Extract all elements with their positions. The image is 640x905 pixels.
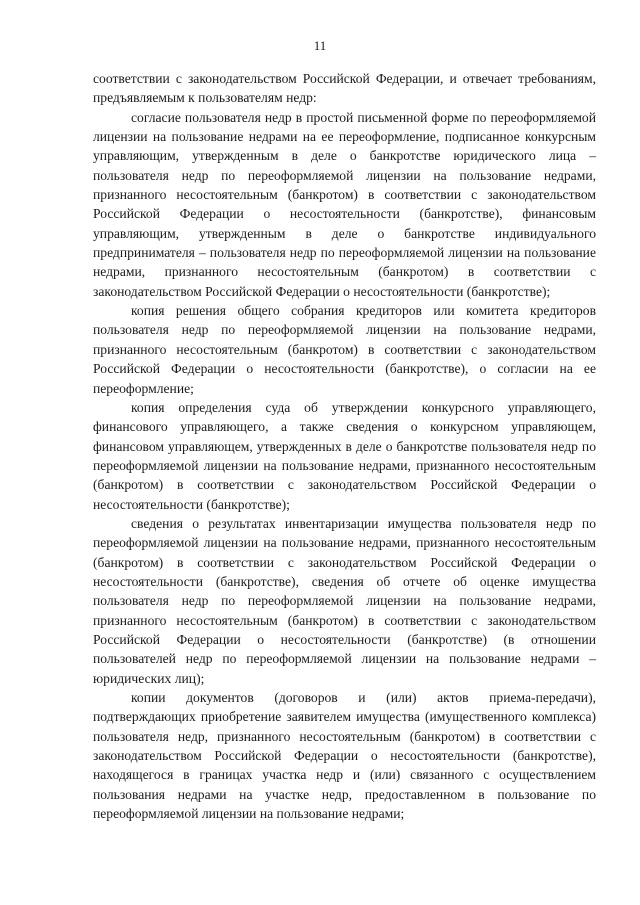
paragraph: копия определения суда об утверждении конкурсного управляющего, финансового управляющего, а также сведения о конкурсном управляющем, финансовом управляющем, утвержденных в деле о банкротстве пользователя недр по переоформляемой лицензии на пользование недрами, признанного несостоятельным (банкротом) в соответствии с законодательством Российской Федерации о несостоятельности (банкротстве);: [93, 399, 596, 512]
paragraph: сведения о результатах инвентаризации имущества пользователя недр по переоформляемой лицензии на пользование недрами, признанного несостоятельным (банкротом) в соответствии с законодательством Российской Федерации о несостоятельности (банкротстве), сведения об отчете об оценке имущества пользователя недр по переоформляемой лицензии на пользование недрами, признанного несостоятельным (банкротом) в соответствии с законодательством Российской Федерации о несостоятельности (банкротстве) (в отношении пользователей недр по переоформляемой лицензии на пользование недрами – юридических лиц);: [93, 515, 596, 686]
paragraph: согласие пользователя недр в простой письменной форме по переоформляемой лицензии на пользование недрами на ее переоформление, подписанное конкурсным управляющим, утвержденным в деле о банкротстве юридического лица – пользователя недр по переоформляемой лицензии на пользование недрами, признанного несостоятельным (банкротом) в соответствии с законодательством Российской Федерации о несостоятельности (банкротстве), финансовым управляющим, утвержденным в деле о банкротстве индивидуального предпринимателя – пользователя недр по переоформляемой лицензии на пользование недрами, признанного несостоятельным (банкротом) в соответствии с законодательством Российской Федерации о несостоятельности (банкротстве);: [93, 109, 596, 299]
paragraph: копии документов (договоров и (или) актов приема-передачи), подтверждающих приобретение заявителем имущества (имущественного комплекса) пользователя недр, признанного несостоятельным (банкротом) в соответствии с законодательством Российской Федерации о несостоятельности (банкротстве), находящегося в границах участка недр и (или) связанного с осуществлением пользования недрами на участке недр, предоставленном в пользование по переоформляемой лицензии на пользование недрами;: [93, 690, 596, 822]
paragraph: копия решения общего собрания кредиторов или комитета кредиторов пользователя недр по переоформляемой лицензии на пользование недрами, признанного несостоятельным (банкротом) в соответствии с законодательством Российской Федерации о несостоятельности (банкротстве), о согласии на ее переоформление;: [93, 303, 596, 396]
paragraph: соответствии с законодательством Российской Федерации, и отвечает требованиям, предъявляемым к пользователям недр:: [93, 71, 596, 106]
page-number: 11: [313, 38, 327, 53]
document-body: [93, 69, 596, 823]
